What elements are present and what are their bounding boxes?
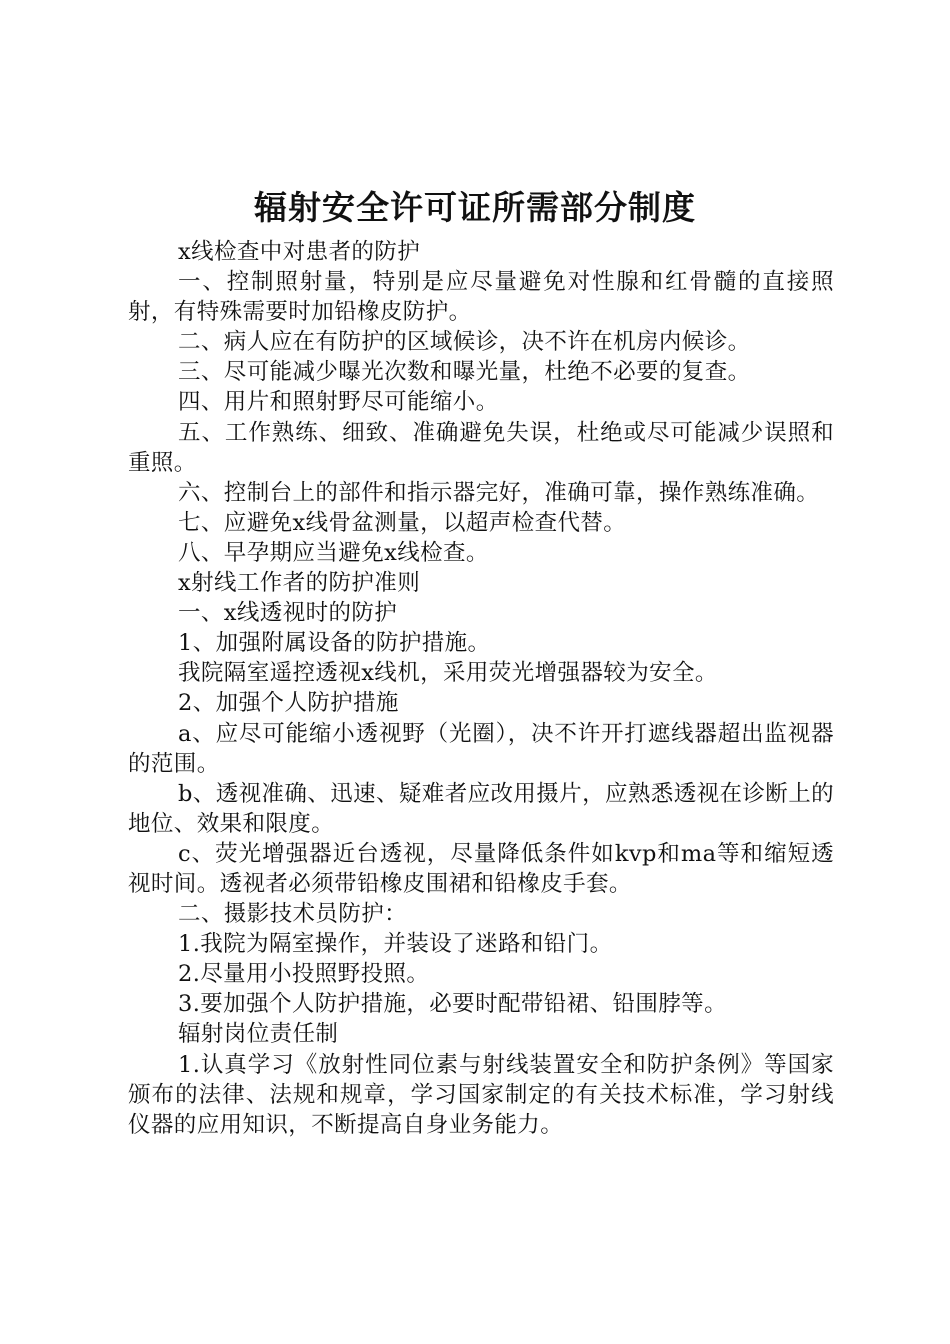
paragraph: 我院隔室遥控透视x线机，采用荧光增强器较为安全。 <box>178 660 718 687</box>
paragraph: 1.我院为隔室操作，并装设了迷路和铅门。 <box>178 931 613 958</box>
paragraph: 七、应避免x线骨盆测量，以超声检查代替。 <box>178 509 627 536</box>
document-body <box>128 237 834 1140</box>
paragraph: 五、工作熟练、细致、准确避免失误，杜绝或尽可能减少误照和重照。 <box>128 419 834 476</box>
document-title: 辐射安全许可证所需部分制度 <box>254 188 696 227</box>
paragraph: 一、x线透视时的防护 <box>178 600 398 627</box>
paragraph: 三、尽可能减少曝光次数和曝光量，杜绝不必要的复查。 <box>178 359 751 386</box>
paragraph: 2.尽量用小投照野投照。 <box>178 961 430 988</box>
paragraph: 二、病人应在有防护的区域候诊，决不许在机房内候诊。 <box>178 329 751 356</box>
paragraph: 八、早孕期应当避免x线检查。 <box>178 539 489 566</box>
paragraph: 四、用片和照射野尽可能缩小。 <box>178 389 499 416</box>
paragraph: 二、摄影技术员防护： <box>178 901 408 928</box>
paragraph: b、透视准确、迅速、疑难者应改用摄片，应熟悉透视在诊断上的地位、效果和限度。 <box>128 780 835 837</box>
paragraph: 辐射岗位责任制 <box>178 1021 339 1048</box>
paragraph: x射线工作者的防护准则 <box>178 570 421 597</box>
paragraph: 一、控制照射量，特别是应尽量避免对性腺和红骨髓的直接照射，有特殊需要时加铅橡皮防护。 <box>128 269 834 326</box>
paragraph: a、应尽可能缩小透视野（光圈），决不许开打遮线器超出监视器的范围。 <box>128 720 834 777</box>
paragraph: c、荧光增强器近台透视，尽量降低条件如kvp和ma等和缩短透视时间。透视者必须带铅橡皮围裙和铅橡皮手套。 <box>128 840 834 897</box>
paragraph: x线检查中对患者的防护 <box>178 239 421 265</box>
paragraph: 1、加强附属设备的防护措施。 <box>178 630 491 657</box>
paragraph: 3.要加强个人防护措施，必要时配带铅裙、铅围脖等。 <box>178 991 727 1018</box>
paragraph: 2、加强个人防护措施 <box>178 690 399 717</box>
paragraph: 1.认真学习《放射性同位素与射线装置安全和防护条例》等国家颁布的法律、法规和规章，学习国家制定的有关技术标准，学习射线仪器的应用知识，不断提高自身业务能力。 <box>128 1051 834 1138</box>
paragraph: 六、控制台上的部件和指示器完好，准确可靠，操作熟练准确。 <box>178 479 820 506</box>
